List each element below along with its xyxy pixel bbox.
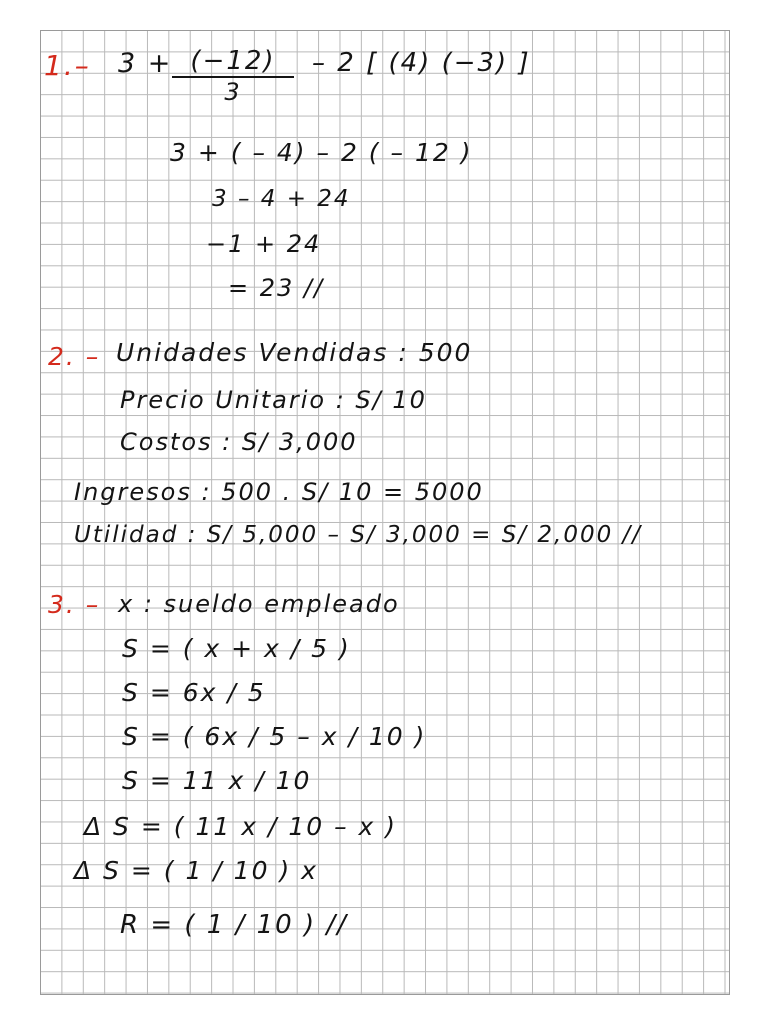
problem-1-fraction bbox=[172, 48, 294, 104]
problem-3-line-6: Δ S = ( 11 x / 10 – x ) bbox=[84, 812, 398, 841]
problem-1-step-2: 3 – 4 + 24 bbox=[212, 186, 351, 212]
problem-1-step-1: 3 + ( – 4) – 2 ( – 12 ) bbox=[170, 138, 473, 167]
problem-1-rest: – 2 [ (4) (−3) ] bbox=[312, 48, 531, 78]
problem-2-profit: Utilidad : S/ 5,000 – S/ 3,000 = S/ 2,000 // bbox=[74, 522, 643, 548]
problem-3-result: R = ( 1 / 10 ) // bbox=[120, 910, 348, 940]
problem-3-line-5: S = 11 x / 10 bbox=[122, 766, 312, 795]
problem-1-numerator: (−12) bbox=[190, 46, 276, 76]
problem-2-revenue: Ingresos : 500 . S/ 10 = 5000 bbox=[74, 478, 484, 506]
problem-1-result: = 23 // bbox=[228, 274, 325, 302]
problem-3-line-4: S = ( 6x / 5 – x / 10 ) bbox=[122, 722, 427, 751]
problem-3-line-7: Δ S = ( 1 / 10 ) x bbox=[74, 856, 318, 885]
problem-2-unit-price: Precio Unitario : S/ 10 bbox=[120, 386, 427, 414]
problem-1-number: 1.– bbox=[44, 49, 91, 82]
problem-3-number: 3. – bbox=[48, 590, 101, 619]
problem-1-denominator: 3 bbox=[224, 77, 242, 106]
problem-3-definition: x : sueldo empleado bbox=[118, 590, 400, 618]
problem-3-line-2: S = ( x + x / 5 ) bbox=[122, 634, 351, 663]
problem-1-first-term: 3 + bbox=[118, 48, 173, 79]
problem-1-step-3: −1 + 24 bbox=[206, 230, 322, 258]
problem-2-units-sold: Unidades Vendidas : 500 bbox=[116, 338, 473, 367]
problem-2-costs: Costos : S/ 3,000 bbox=[120, 428, 358, 456]
problem-3-line-3: S = 6x / 5 bbox=[122, 678, 266, 707]
problem-2-number: 2. – bbox=[48, 342, 101, 371]
graph-paper-sheet bbox=[40, 30, 730, 995]
